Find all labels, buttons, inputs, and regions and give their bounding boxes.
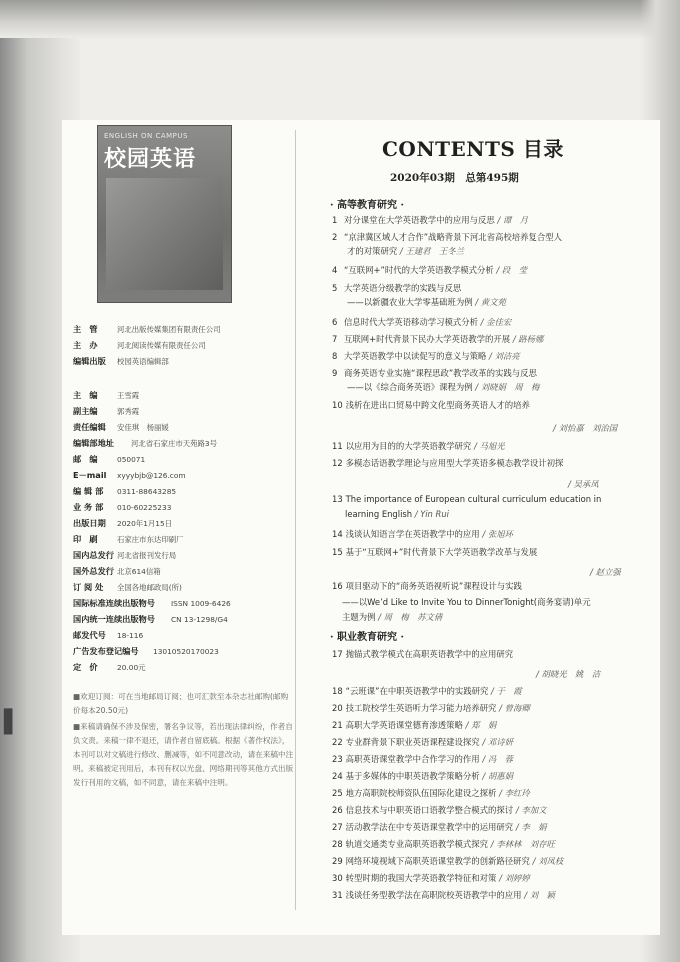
binding-mark: ▌ [4, 710, 21, 735]
imprint-row: 主 编 王雪霞 [73, 390, 140, 400]
imprint-row: 编辑部地址 河北省石家庄市天苑路3号 [73, 438, 218, 448]
toc-entry[interactable]: 2 “京津冀区域人才合作”战略背景下河北省高校培养复合型人 [332, 232, 563, 242]
toc-entry[interactable]: 12 多模态话语教学理论与应用型大学英语多模态教学设计初探 [332, 458, 564, 468]
note-subscription: ■欢迎订阅：可在当地邮局订阅；也可汇款至本杂志社邮购(邮购价每本20.50元) [73, 692, 289, 715]
toc-entry-author: / 吴承凤 [568, 479, 599, 489]
imprint-row: 国内统一连续出版物号 CN 13-1298/G4 [73, 614, 228, 624]
imprint-row: 主 管 河北出版传媒集团有限责任公司 [73, 324, 221, 334]
toc-entry-author: / 刘怡嘉 刘治国 [553, 423, 618, 433]
toc-entry-continuation: ——以新疆农业大学零基础班为例 / 黄文苑 [347, 297, 506, 307]
toc-entry[interactable]: 26 信息技术与中职英语口语教学整合模式的探讨 / 李加文 [332, 805, 547, 815]
imprint-row: 编 辑 部 0311-88643285 [73, 486, 177, 496]
contents-title: CONTENTS 目录 [382, 137, 564, 161]
imprint-row: 广告发布登记编号 13010520170023 [73, 646, 219, 656]
toc-entry[interactable]: 16 项目驱动下的“商务英语视听说”课程设计与实践 [332, 581, 522, 591]
imprint-row: 国际标准连续出版物号 ISSN 1009-6426 [73, 598, 231, 608]
toc-entry[interactable]: 25 地方高职院校师资队伍国际化建设之探析 / 李红玲 [332, 788, 530, 798]
toc-entry-continuation: learning English / Yin Rui [345, 509, 449, 519]
toc-entry-continuation: 才的对策研究 / 王建君 王冬兰 [347, 246, 465, 256]
imprint-row: 责任编辑 安佳琪 杨丽媛 [73, 422, 169, 432]
toc-entry[interactable]: 17 抛锚式教学模式在高职英语教学中的应用研究 [332, 649, 514, 659]
cover-title: 校园英语 [104, 147, 197, 172]
imprint-row: 定 价 20.00元 [73, 662, 146, 672]
imprint-row: 国内总发行 河北省报刊发行局 [73, 550, 177, 560]
toc-entry[interactable]: 11 以应用为目的的大学英语教学研究 / 马旭光 [332, 441, 505, 451]
imprint-row: 订 阅 处 全国各地邮政局(所) [73, 582, 182, 592]
column-divider [295, 130, 296, 910]
cover-image [97, 125, 232, 303]
toc-entry[interactable]: 9 商务英语专业实施“课程思政”教学改革的实践与反思 [332, 368, 537, 378]
toc-entry[interactable]: 23 高职英语课堂教学中合作学习的作用 / 冯 蓉 [332, 754, 513, 764]
toc-entry[interactable]: 21 高职大学英语课堂德育渗透策略 / 郑 娟 [332, 720, 497, 730]
toc-entry[interactable]: 20 技工院校学生英语听力学习能力培养研究 / 曾海卿 [332, 703, 530, 713]
issue-info: 2020年03期 总第495期 [390, 172, 519, 184]
toc-entry[interactable]: 29 网络环境视域下高职英语课堂教学的创新路径研究 / 刘凤枝 [332, 856, 564, 866]
toc-entry[interactable]: 6 信息时代大学英语移动学习模式分析 / 金佳宏 [332, 317, 512, 327]
imprint-row: 出版日期 2020年1月15日 [73, 518, 173, 528]
toc-entry[interactable]: 27 活动教学法在中专英语课堂教学中的运用研究 / 李 娟 [332, 822, 547, 832]
toc-entry[interactable]: 4 “互联网+”时代的大学英语教学模式分析 / 段 莹 [332, 265, 527, 275]
imprint-row: 印 刷 石家庄市东达印刷厂 [73, 534, 184, 544]
toc-entry-continuation: ——以《综合商务英语》课程为例 / 刘晓娟 周 梅 [347, 382, 540, 392]
imprint-row: 邮发代号 18-116 [73, 630, 144, 640]
imprint-row: 国外总发行 北京614信箱 [73, 566, 161, 576]
toc-entry-continuation: 主题为例 / 周 梅 苏文倩 [342, 612, 443, 622]
toc-entry[interactable]: 15 基于“互联网+”时代背景下大学英语教学改革与发展 [332, 547, 538, 557]
toc-entry[interactable]: 28 轨道交通类专业高职英语教学模式探究 / 李林林 刘存旺 [332, 839, 555, 849]
toc-entry-author: / 胡晓光 姚 洁 [536, 669, 601, 679]
toc-entry[interactable]: 30 转型时期的我国大学英语教学特征和对策 / 刘婷婷 [332, 873, 530, 883]
submission-notes [73, 690, 295, 792]
toc-entry[interactable]: 24 基于多媒体的中职英语教学策略分析 / 胡惠娟 [332, 771, 513, 781]
imprint-row: 主 办 河北阅读传媒有限责任公司 [73, 340, 206, 350]
toc-entry[interactable]: 8 大学英语教学中以读促写的意义与策略 / 刘洁亮 [332, 351, 520, 361]
toc-entry[interactable]: 10 浅析在进出口贸易中跨文化型商务英语人才的培养 [332, 400, 530, 410]
section-heading: · 职业教育研究 · [330, 632, 404, 643]
imprint-row: 副主编 郭秀霞 [73, 406, 140, 416]
cover-artwork [106, 178, 223, 290]
toc-entry-author: / 赵立强 [590, 567, 621, 577]
toc-entry-continuation: ——以We’d Like to Invite You to DinnerTonight(商务宴请)单元 [342, 597, 591, 607]
imprint-row: 邮 编 050071 [73, 454, 146, 464]
toc-entry[interactable]: 14 浅谈认知语言学在英语教学中的应用 / 张旭环 [332, 529, 513, 539]
toc-entry[interactable]: 7 互联网+时代背景下民办大学英语教学的开展 / 路杨娜 [332, 334, 544, 344]
section-heading: · 高等教育研究 · [330, 200, 404, 211]
note-copyright: ■来稿请确保不涉及保密，署名争议等，若出现法律纠纷，作者自负文责。来稿一律不退还，请作者自留底稿。根据《著作权法》，本刊可以对文稿进行修改、删减等，如不同意改动，请在来稿中注明。来稿被定刊用后，本刊有权以光盘、网络期刊等其他方式出版发行刊用的文稿，如不同意，请在来稿中注明。 [73, 722, 294, 787]
imprint-row: E－mail xyyybjb@126.com [73, 470, 186, 480]
toc-entry[interactable]: 31 浅谈任务型教学法在高职院校英语教学中的应用 / 刘 颖 [332, 890, 555, 900]
imprint-row: 编辑出版 校园英语编辑部 [73, 356, 169, 366]
toc-entry[interactable]: 1 对分课堂在大学英语教学中的应用与反思 / 谭 月 [332, 215, 529, 225]
toc-entry[interactable]: 18 “云班课”在中职英语教学中的实践研究 / 于 霞 [332, 686, 522, 696]
cover-top-text: ENGLISH ON CAMPUS [104, 132, 188, 140]
toc-entry[interactable]: 22 专业群背景下职业英语课程建设探究 / 邓诗妍 [332, 737, 513, 747]
toc-entry[interactable]: 5 大学英语分级教学的实践与反思 [332, 283, 462, 293]
imprint-row: 业 务 部 010-60225233 [73, 502, 172, 512]
toc-entry[interactable]: 13 The importance of European cultural curriculum education in [332, 494, 602, 504]
scan-shadow-top [0, 0, 680, 38]
